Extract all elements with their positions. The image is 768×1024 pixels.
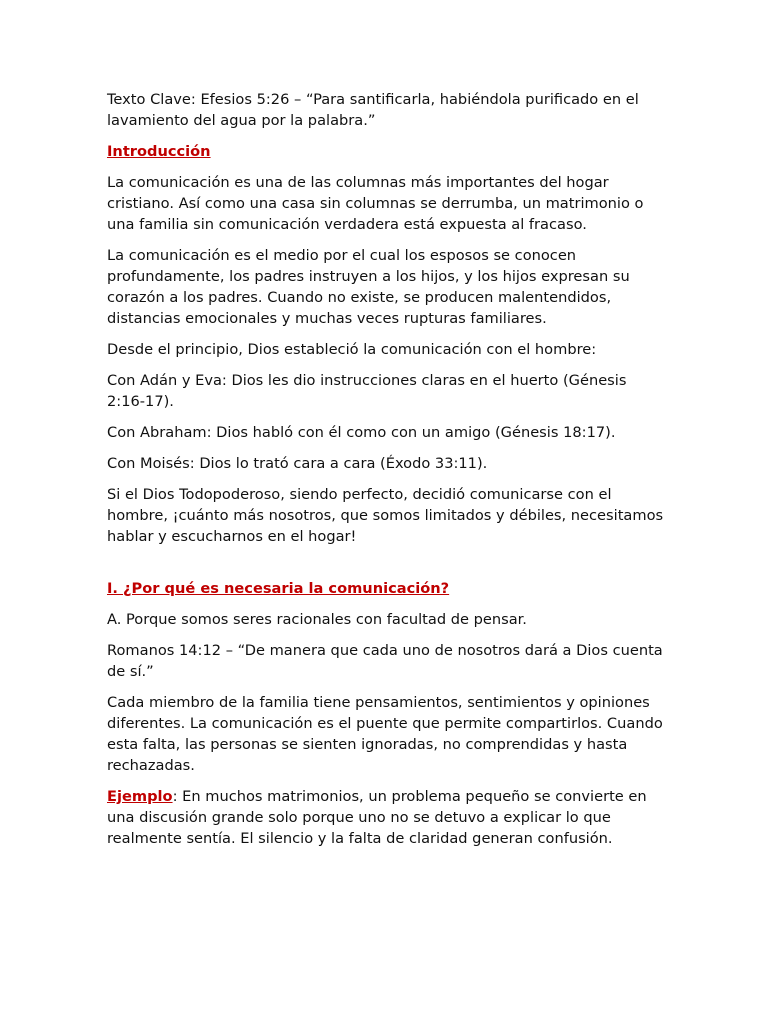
example-label: Ejemplo — [107, 788, 173, 805]
example-text: : En muchos matrimonios, un problema pequeño se convierte en una discusión grande solo porque uno no se detuvo a explicar lo que realmente sentía. El silencio y la falta de claridad generan confusión. — [107, 788, 647, 847]
section-spacer — [107, 557, 667, 578]
section-paragraph: Cada miembro de la familia tiene pensamientos, sentimientos y opiniones diferentes. La comunicación es el puente que permite compartirlos. Cuando esta falta, las personas se sienten ignoradas, no comprendidas y hasta rechazadas. — [107, 694, 663, 774]
section-paragraph: A. Porque somos seres racionales con facultad de pensar. — [107, 611, 527, 628]
intro-paragraph: Con Abraham: Dios habló con él como con un amigo (Génesis 18:17). — [107, 424, 616, 441]
section-paragraph: Romanos 14:12 – “De manera que cada uno de nosotros dará a Dios cuenta de sí.” — [107, 642, 663, 680]
intro-paragraph: Con Adán y Eva: Dios les dio instrucciones claras en el huerto (Génesis 2:16-17). — [107, 372, 627, 410]
intro-heading: Introducción — [107, 143, 211, 160]
key-text: Texto Clave: Efesios 5:26 – “Para santificarla, habiéndola purificado en el lavamiento del agua por la palabra.” — [107, 91, 639, 129]
intro-paragraph: La comunicación es el medio por el cual los esposos se conocen profundamente, los padres instruyen a los hijos, y los hijos expresan su corazón a los padres. Cuando no existe, se producen malentendidos, distancias emocionales y muchas veces rupturas familiares. — [107, 247, 630, 327]
intro-paragraph: Con Moisés: Dios lo trató cara a cara (Éxodo 33:11). — [107, 455, 488, 472]
intro-paragraph: Si el Dios Todopoderoso, siendo perfecto, decidió comunicarse con el hombre, ¡cuánto más nosotros, que somos limitados y débiles, necesitamos hablar y escucharnos en el hogar! — [107, 486, 664, 545]
section-heading: I. ¿Por qué es necesaria la comunicación? — [107, 580, 450, 597]
intro-paragraph: Desde el principio, Dios estableció la comunicación con el hombre: — [107, 341, 597, 358]
example-paragraph — [107, 786, 667, 849]
intro-paragraph: La comunicación es una de las columnas más importantes del hogar cristiano. Así como una casa sin columnas se derrumba, un matrimonio o una familia sin comunicación verdadera está expuesta al fracaso. — [107, 174, 644, 233]
document-page — [107, 89, 667, 859]
